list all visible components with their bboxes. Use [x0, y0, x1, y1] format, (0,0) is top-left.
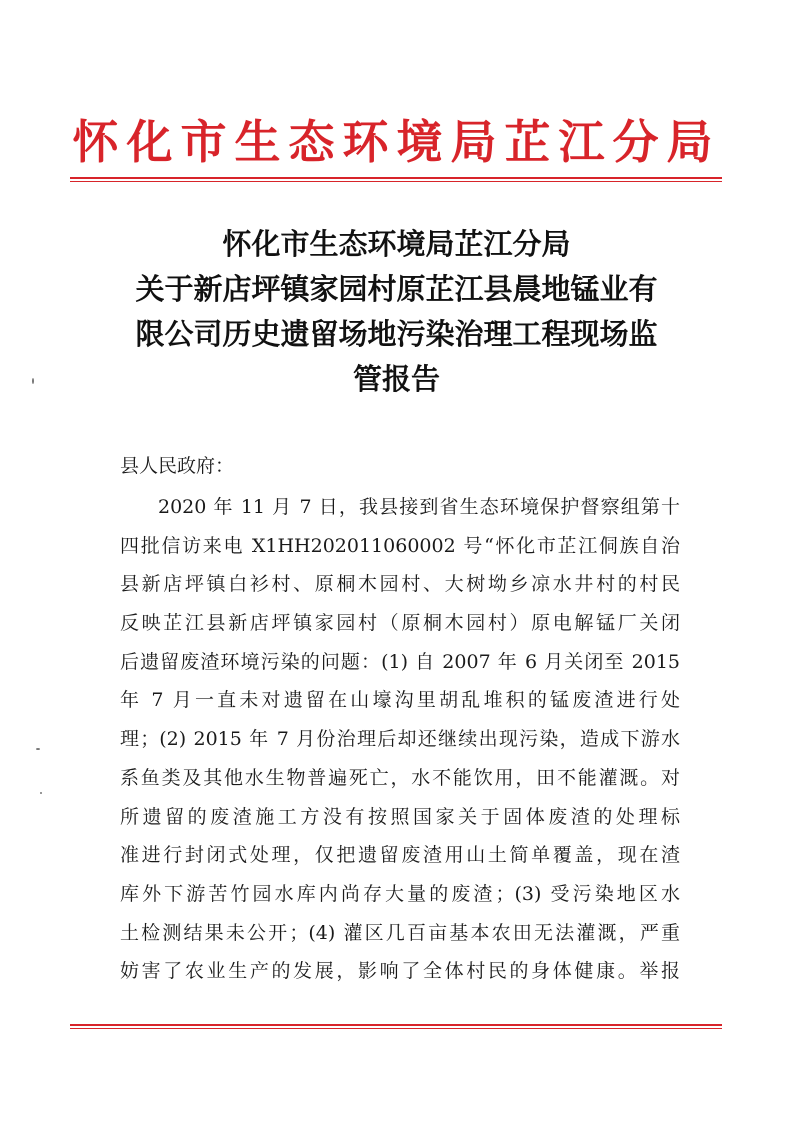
- letterhead-org-name: 怀化市生态环境局芷江分局: [72, 115, 721, 169]
- letterhead-divider-thin: [70, 181, 722, 182]
- body-line: 2020 年 11 月 7 日，我县接到省生态环境保护督察组第十: [158, 496, 680, 518]
- body-line: 理；(2) 2015 年 7 月份治理后却还继续出现污染，造成下游水: [120, 728, 680, 751]
- title-line: 关于新店坪镇家园村原芷江县晨地锰业有: [135, 272, 658, 306]
- scan-speck: [40, 792, 42, 794]
- body-paragraph: [120, 488, 680, 991]
- letterhead-divider-thick: [70, 177, 722, 179]
- body-line: 妨害了农业生产的发展，影响了全体村民的身体健康。举报: [120, 960, 680, 983]
- body-line: 系鱼类及其他水生物普遍死亡，水不能饮用，田不能灌溉。对: [120, 766, 680, 789]
- footer-divider-thin: [70, 1028, 722, 1029]
- body-line: 土检测结果未公开；(4) 灌区几百亩基本农田无法灌溉，严重: [120, 921, 680, 944]
- salutation: 县人民政府：: [120, 455, 235, 477]
- document-title: [0, 222, 793, 402]
- body-line: 库外下游苦竹园水库内尚存大量的废渣；(3) 受污染地区水: [120, 882, 680, 905]
- scan-speck: [36, 748, 40, 750]
- body-line: 年 7 月一直未对遗留在山壕沟里胡乱堆积的锰废渣进行处: [120, 689, 680, 712]
- title-line: 怀化市生态环境局芷江分局: [222, 227, 571, 261]
- body-line: 反映芷江县新店坪镇家园村（原桐木园村）原电解锰厂关闭: [120, 612, 680, 635]
- body-line: 后遗留废渣环境污染的问题：(1) 自 2007 年 6 月关闭至 2015: [120, 650, 680, 673]
- title-line: 管报告: [352, 362, 440, 396]
- body-line: 四批信访来电 X1HH202011060002 号“怀化市芷江侗族自治: [120, 534, 680, 557]
- body-line: 所遗留的废渣施工方没有按照国家关于固体废渣的处理标: [120, 805, 680, 828]
- footer-divider-thick: [70, 1024, 722, 1026]
- title-line: 限公司历史遗留场地污染治理工程现场监: [135, 317, 658, 351]
- scan-speck: [32, 378, 34, 384]
- body-line: 县新店坪镇白衫村、原桐木园村、大树坳乡凉水井村的村民: [120, 573, 680, 596]
- body-line: 准进行封闭式处理，仅把遗留废渣用山土简单覆盖，现在渣: [120, 844, 680, 867]
